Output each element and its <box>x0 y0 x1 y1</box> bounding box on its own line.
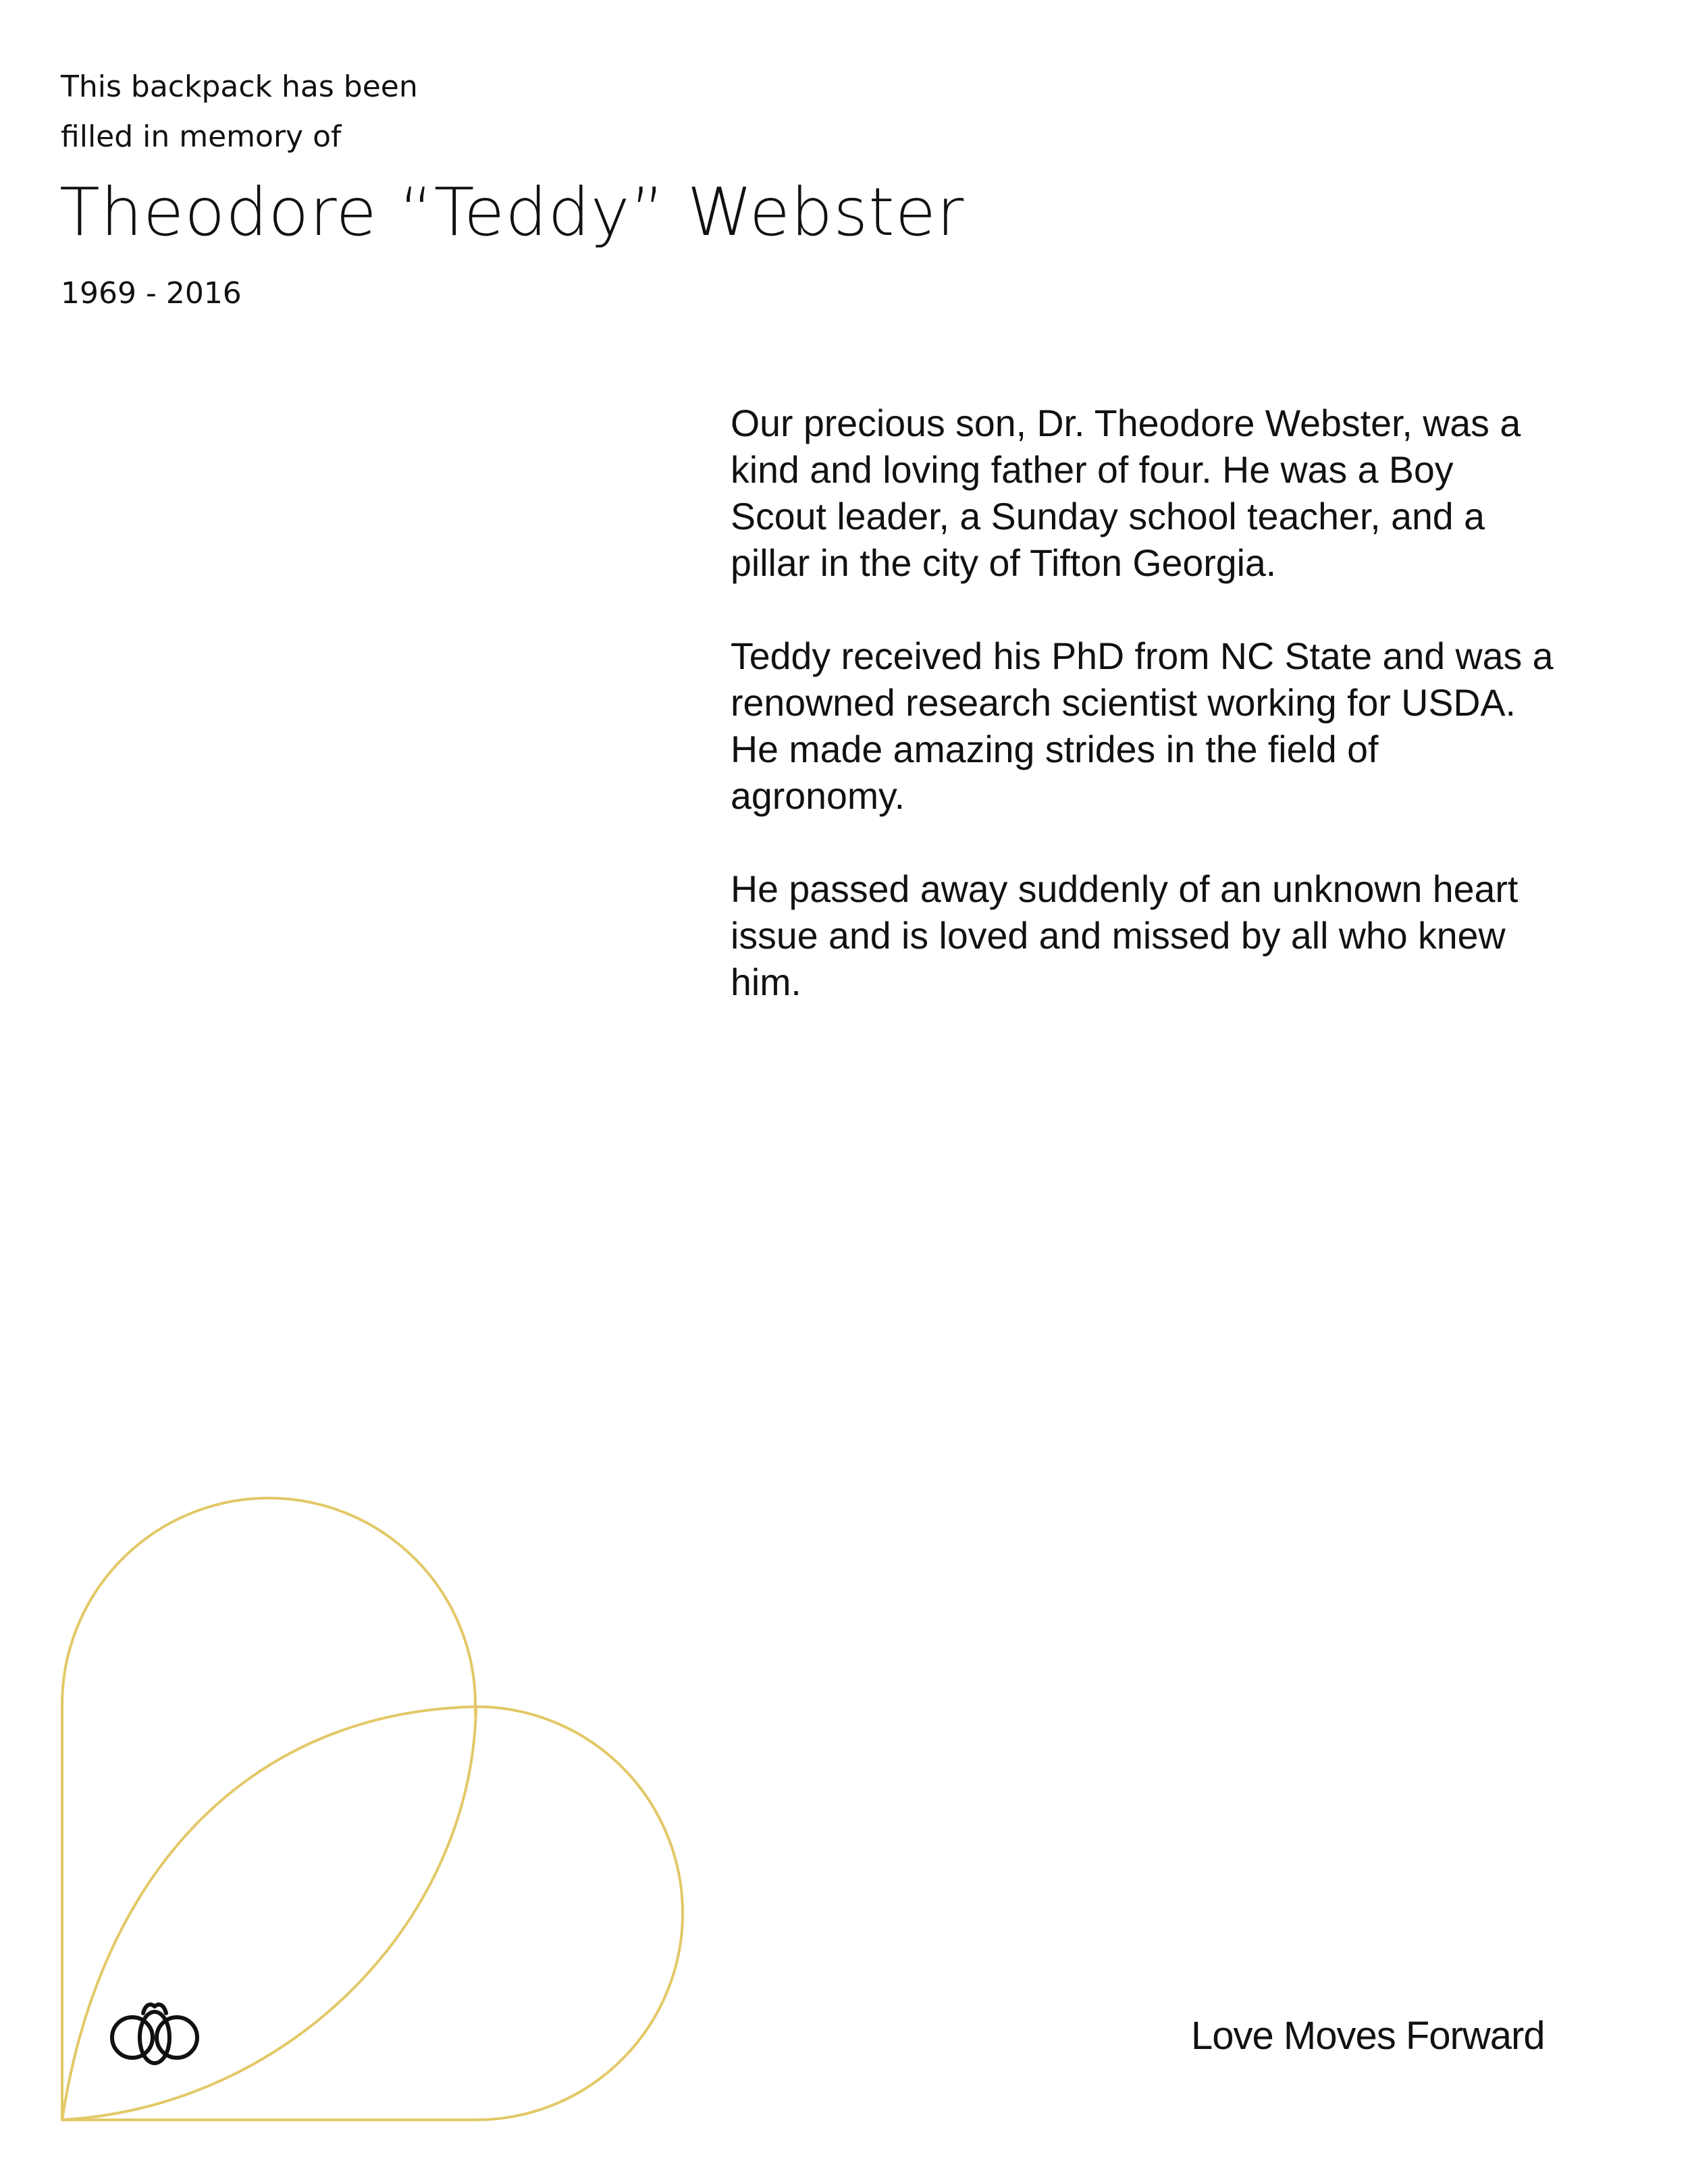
heart-left-lobe <box>62 1498 475 2120</box>
intro-line-1: This backpack has been <box>61 70 418 104</box>
bio-line: Teddy received his PhD from NC State and was a <box>731 635 1554 677</box>
memorial-name: Theodore “Teddy” Webster <box>59 174 965 251</box>
memorial-years: 1969 - 2016 <box>61 276 242 311</box>
bio-line: Scout leader, a Sunday school teacher, and a <box>731 496 1485 537</box>
heart-right-lobe <box>62 1707 683 2120</box>
bio-line: He made amazing strides in the field of <box>731 728 1379 770</box>
bio-line: issue and is loved and missed by all who knew <box>731 915 1506 957</box>
bio-line: kind and loving father of four. He was a Boy <box>731 449 1454 491</box>
bio-line: pillar in the city of Tifton Georgia. <box>731 542 1277 584</box>
bio-line: renowned research scientist working for USDA. <box>731 682 1516 724</box>
intro-line-2: filled in memory of <box>61 119 342 154</box>
bio-line: He passed away suddenly of an unknown heart <box>731 868 1519 910</box>
tagline: Love Moves Forward <box>1191 2014 1545 2058</box>
bio-line: him. <box>731 961 801 1003</box>
bio-line: Our precious son, Dr. Theodore Webster, was a <box>731 402 1521 444</box>
bee-icon <box>112 2004 197 2063</box>
bio-line: agronomy. <box>731 775 905 817</box>
